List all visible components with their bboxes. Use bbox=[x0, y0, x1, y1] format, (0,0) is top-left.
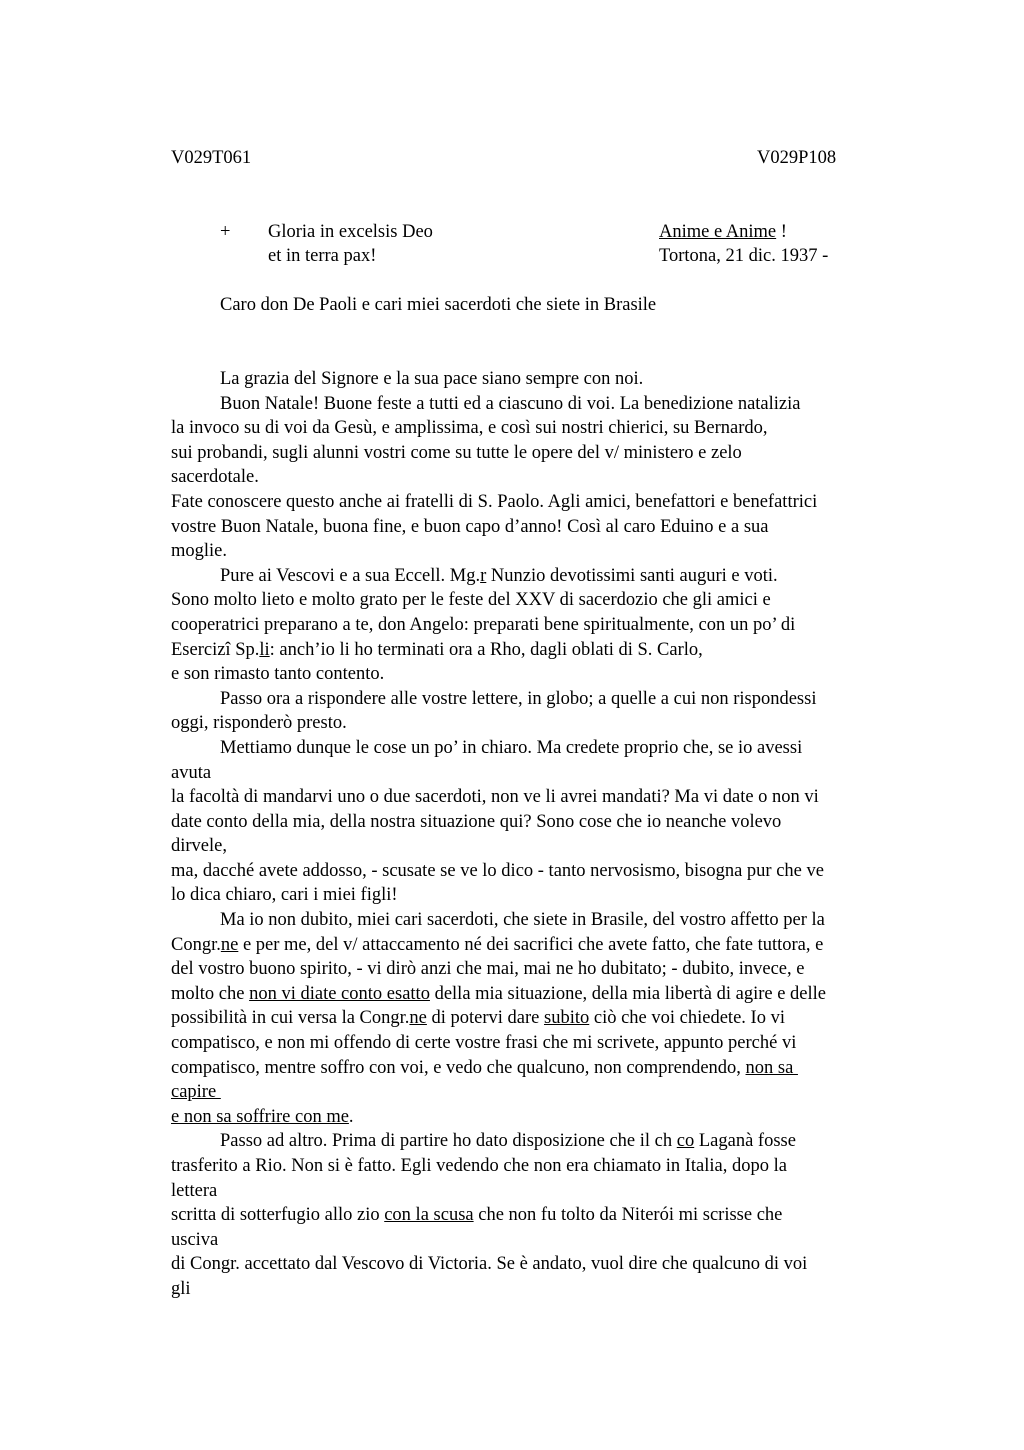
text-segment: vostre Buon Natale, buona fine, e buon capo d’anno! Così al caro Eduino e a sua bbox=[171, 516, 769, 537]
salutation: Caro don De Paoli e cari miei sacerdoti che siete in Brasile bbox=[220, 295, 657, 315]
underlined-text: co bbox=[676, 1131, 695, 1152]
text-segment: lettera bbox=[171, 1180, 218, 1201]
underlined-text: non vi diate conto esatto bbox=[249, 983, 430, 1004]
cross-mark: + bbox=[220, 222, 231, 242]
text-line bbox=[171, 441, 916, 466]
text-segment: gli bbox=[171, 1278, 191, 1299]
underlined-text: e non sa soffrire con me bbox=[171, 1106, 349, 1127]
text-segment: la facoltà di mandarvi uno o due sacerdoti, non ve li avrei mandati? Ma vi date o non vi bbox=[171, 787, 819, 808]
text-segment: trasferito a Rio. Non si è fatto. Egli vedendo che non era chiamato in Italia, dopo la bbox=[171, 1156, 787, 1176]
text-line bbox=[171, 1129, 916, 1154]
text-line bbox=[171, 859, 916, 884]
text-line bbox=[171, 1056, 916, 1081]
text-line bbox=[171, 416, 916, 441]
text-segment: lo dica chiaro, cari i miei figli! bbox=[171, 885, 398, 906]
text-line bbox=[171, 1154, 916, 1179]
text-segment: dirvele, bbox=[171, 836, 227, 857]
text-line bbox=[171, 933, 916, 958]
text-line bbox=[171, 982, 916, 1007]
text-line bbox=[171, 1031, 916, 1056]
text-line bbox=[171, 957, 916, 982]
text-line bbox=[171, 588, 916, 613]
text-segment: e son rimasto tanto contento. bbox=[171, 664, 385, 685]
text-segment: ma, dacché avete addosso, - scusate se ve lo dico - tanto nervosismo, bisogna pur che ve bbox=[171, 860, 824, 881]
text-segment: Nunzio devotissimi santi auguri e voti. bbox=[486, 565, 778, 586]
text-segment: la invoco su di voi da Gesù, e amplissima, e così sui nostri chierici, su Bernardo, bbox=[171, 418, 768, 439]
text-line bbox=[171, 736, 916, 761]
text-segment: : anch’io li ho terminati ora a Rho, dagli oblati di S. Carlo, bbox=[269, 639, 703, 660]
text-line bbox=[171, 564, 916, 589]
text-segment: di Congr. accettato dal Vescovo di Victoria. Se è andato, vuol dire che qualcuno di voi bbox=[171, 1254, 808, 1275]
text-line bbox=[171, 662, 916, 687]
slogan-text: Anime e Anime bbox=[659, 222, 777, 242]
text-segment: molto che bbox=[171, 983, 250, 1004]
slogan bbox=[659, 220, 787, 244]
text-segment: Passo ora a rispondere alle vostre lettere, in globo; a quelle a cui non rispondessi bbox=[220, 688, 817, 709]
text-line bbox=[171, 1179, 916, 1204]
text-line bbox=[171, 761, 916, 786]
archive-code-right: V029P108 bbox=[757, 148, 837, 168]
text-segment: compatisco, e non mi offendo di certe vostre frasi che mi scrivete, appunto perché vi bbox=[171, 1033, 797, 1054]
text-segment: cooperatrici preparano a te, don Angelo: preparati bene spiritualmente, con un po’ di bbox=[171, 614, 796, 635]
text-segment: moglie. bbox=[171, 541, 228, 562]
text-line bbox=[171, 1080, 916, 1105]
text-line bbox=[171, 1006, 916, 1031]
text-segment: Sono molto lieto e molto grato per le feste del XXV di sacerdozio che gli amici e bbox=[171, 590, 771, 611]
text-segment: . bbox=[348, 1106, 354, 1127]
text-segment: del vostro buono spirito, - vi dirò anzi che mai, mai ne ho dubitato; - dubito, invece, e bbox=[171, 959, 805, 980]
text-segment: Fate conoscere questo anche ai fratelli di S. Paolo. Agli amici, benefattori e benefattrici bbox=[171, 491, 818, 512]
text-segment: sacerdotale. bbox=[171, 467, 259, 488]
underlined-text: ne bbox=[220, 934, 239, 955]
underlined-text: non sa bbox=[745, 1057, 798, 1078]
text-segment: ciò che voi chiedete. Io vi bbox=[589, 1008, 785, 1029]
underlined-text: r bbox=[480, 565, 487, 586]
text-segment: Passo ad altro. Prima di partire ho dato disposizione che il ch bbox=[220, 1131, 677, 1152]
underlined-text: capire bbox=[171, 1082, 221, 1103]
text-segment: avuta bbox=[171, 762, 212, 783]
place-date: Tortona, 21 dic. 1937 - bbox=[659, 246, 829, 266]
text-line bbox=[171, 834, 916, 859]
text-line bbox=[171, 711, 916, 736]
text-segment: che non fu tolto da Niterói mi scrisse che bbox=[473, 1205, 783, 1226]
underlined-text: subito bbox=[544, 1008, 590, 1029]
text-line bbox=[171, 539, 916, 564]
text-segment: sui probandi, sugli alunni vostri come su tutte le opere del v/ ministero e zelo bbox=[171, 442, 742, 463]
text-segment: oggi, risponderò presto. bbox=[171, 713, 347, 734]
text-segment: e per me, del v/ attaccamento né dei sacrifici che avete fatto, che fate tuttora, e bbox=[238, 934, 824, 955]
text-segment: possibilità in cui versa la Congr. bbox=[171, 1008, 410, 1029]
text-line bbox=[171, 1105, 916, 1130]
text-line bbox=[171, 1203, 916, 1228]
text-segment: date conto della mia, della nostra situazione qui? Sono cose che io neanche volevo bbox=[171, 811, 782, 832]
text-line bbox=[171, 392, 916, 417]
text-segment: scritta di sotterfugio allo zio bbox=[171, 1205, 385, 1226]
text-line bbox=[171, 638, 916, 663]
text-line bbox=[171, 367, 916, 392]
letter-body bbox=[171, 367, 916, 1302]
motto-line-1: Gloria in excelsis Deo bbox=[268, 222, 433, 242]
text-line bbox=[171, 687, 916, 712]
text-segment: usciva bbox=[171, 1229, 219, 1250]
text-segment: Esercizî Sp. bbox=[171, 639, 260, 660]
text-segment: della mia situazione, della mia libertà di agire e delle bbox=[429, 983, 826, 1004]
archive-code-left: V029T061 bbox=[171, 148, 252, 168]
underlined-text: li bbox=[259, 639, 270, 660]
text-line bbox=[171, 908, 916, 933]
text-line bbox=[171, 1252, 916, 1277]
text-segment: Laganà fosse bbox=[694, 1131, 796, 1152]
text-line bbox=[171, 810, 916, 835]
text-line bbox=[171, 465, 916, 490]
text-segment: La grazia del Signore e la sua pace siano sempre con noi. bbox=[220, 369, 644, 389]
underlined-text: con la scusa bbox=[384, 1205, 474, 1226]
text-segment: di potervi dare bbox=[426, 1008, 545, 1029]
text-segment: Congr. bbox=[171, 934, 221, 955]
text-line bbox=[171, 1277, 916, 1302]
text-segment: Pure ai Vescovi e a sua Eccell. Mg. bbox=[220, 565, 481, 586]
text-line bbox=[171, 785, 916, 810]
text-segment: compatisco, mentre soffro con voi, e vedo che qualcuno, non comprendendo, bbox=[171, 1057, 746, 1078]
text-line bbox=[171, 515, 916, 540]
text-segment: Buon Natale! Buone feste a tutti ed a ciascuno di voi. La benedizione natalizia bbox=[220, 393, 801, 414]
motto-line-2: et in terra pax! bbox=[268, 246, 377, 266]
text-line bbox=[171, 1228, 916, 1253]
text-segment: Mettiamo dunque le cose un po’ in chiaro. Ma credete proprio che, se io avessi bbox=[220, 737, 803, 758]
underlined-text: ne bbox=[409, 1008, 427, 1029]
text-line bbox=[171, 883, 916, 908]
text-line bbox=[171, 490, 916, 515]
text-segment: Ma io non dubito, miei cari sacerdoti, che siete in Brasile, del vostro affetto per la bbox=[220, 910, 825, 931]
slogan-mark: ! bbox=[776, 222, 787, 242]
text-line bbox=[171, 613, 916, 638]
